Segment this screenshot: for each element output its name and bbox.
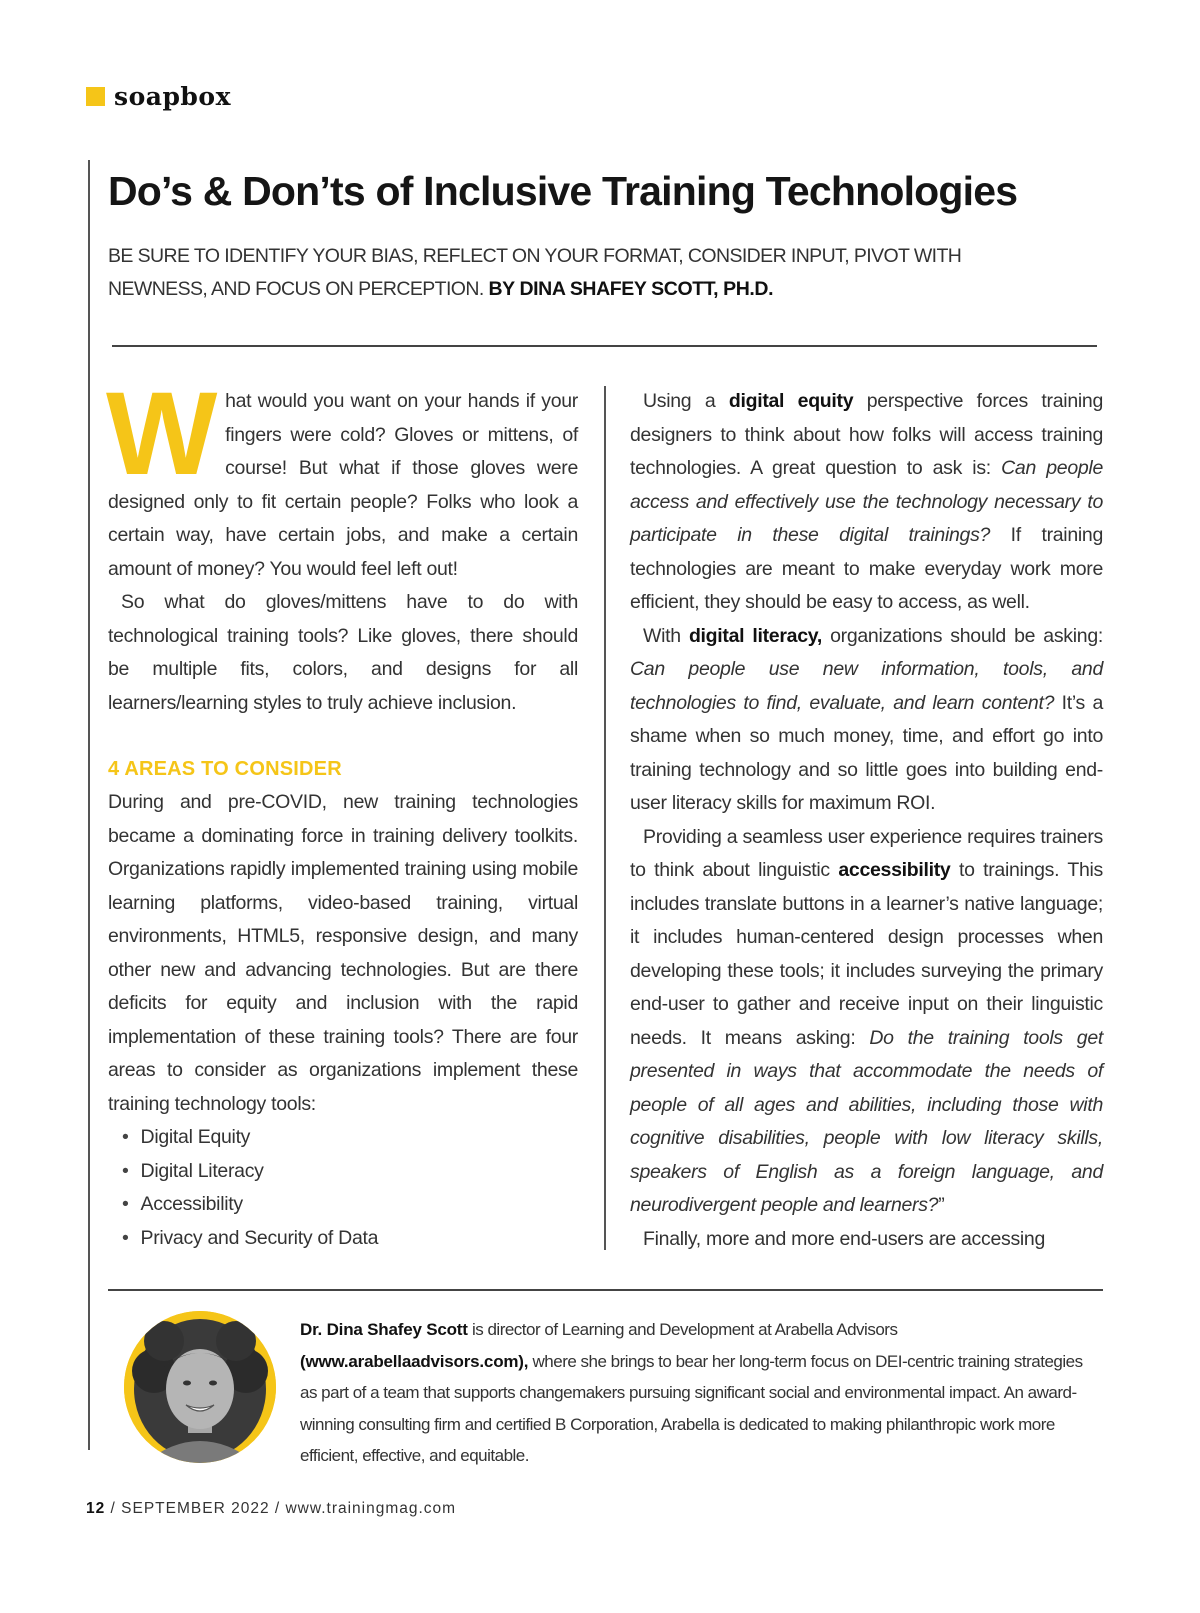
page-number: 12 [86, 1500, 106, 1517]
text-run: to trainings. This includes translate buttons in a learner’s native language; it includes human-centered design processes when developing these tools; it includes surveying the primary end-user to gather and receive input on their linguistic needs. It means asking: [630, 859, 1103, 1049]
page-vertical-rule [88, 160, 90, 1450]
deck-text: BE SURE TO IDENTIFY YOUR BIAS, REFLECT ON YOUR FORMAT, CONSIDER INPUT, PIVOT WITH NEWNESS, AND FOCUS ON PERCEPTION. [108, 245, 962, 300]
article-deck [108, 240, 1038, 306]
question-italic: Do the training tools get presented in ways that accommodate the needs of people of all ages and abilities, including those with cognitive disabilities, people with low literacy skills, speakers of English as a foreign language, and neurodivergent people and learners? [630, 1026, 1103, 1216]
bio-text: where she brings to bear her long-term focus on DEI-centric training strategies as part of a team that supports changemakers pursuing significant social and environmental impact. An award-winning consulting firm and certified B Corporation, Arabella is dedicated to making philanthropic work more efficient, effective, and equitable. [300, 1351, 1083, 1465]
paragraph: Finally, more and more end-users are accessing [643, 1227, 1046, 1250]
intro-paragraph [106, 368, 578, 586]
text-run: Using a [643, 390, 729, 412]
section-tag [86, 82, 231, 111]
paragraph-digital-equity [630, 385, 1103, 620]
text-run: With [643, 624, 689, 647]
author-website-link[interactable]: (www.arabellaadvisors.com), [300, 1351, 529, 1371]
keyword-digital-equity: digital equity [728, 390, 854, 412]
text-run: It’s a shame when so much money, time, and effort go into training technology and so little goes into building end-user literacy skills for maximum ROI. [630, 691, 1103, 814]
list-item: • Digital Equity [122, 1121, 578, 1155]
areas-list [108, 1121, 578, 1255]
left-column [106, 368, 578, 1255]
bio-divider [108, 1289, 1103, 1291]
section-label: soapbox [114, 82, 231, 111]
intro-text: hat would you want on your hands if your fingers were cold? Gloves or mittens, of course! But what if those gloves were designed only to fit certain people? Folks who look a certain way, have certain jobs, and make a certain amount of money? You would feel left out! [108, 390, 578, 580]
paragraph: So what do gloves/mittens have to do with technological training tools? Like gloves, there should be multiple fits, colors, and designs for all learners/learning styles to truly achieve inclusion. [108, 591, 578, 714]
text-run: ” [938, 1194, 945, 1216]
list-item: • Accessibility [122, 1188, 578, 1222]
question-italic: Can people use new information, tools, and technologies to find, evaluate, and learn content? [630, 658, 1103, 714]
section-marker-square [86, 87, 105, 106]
author-portrait-icon [124, 1311, 276, 1463]
subhead: 4 AREAS TO CONSIDER [108, 758, 342, 780]
paragraph: During and pre-COVID, new training technologies became a dominating force in training delivery toolkits. Organizations rapidly implemented training using mobile learning platforms, video-based training, virtual environments, HTML5, responsive design, and many other new and advancing technologies. But are there deficits for equity and inclusion with the rapid implementation of these training tools? There are four areas to consider as organizations implement these training technology tools: [108, 791, 578, 1115]
byline: BY DINA SHAFEY SCOTT, PH.D. [488, 278, 774, 300]
right-column [630, 385, 1103, 1256]
question-italic: Can people access and effectively use the technology necessary to participate in these digital trainings? [630, 457, 1103, 546]
paragraph-digital-literacy [630, 620, 1103, 821]
list-item: • Digital Literacy [122, 1155, 578, 1189]
text-run: If training technologies are meant to make everyday work more efficient, they should be easy to access, as well. [630, 524, 1104, 613]
keyword-accessibility: accessibility [838, 859, 951, 881]
author-name: Dr. Dina Shafey Scott [300, 1320, 468, 1339]
article-headline: Do’s & Don’ts of Inclusive Training Technologies [108, 168, 1018, 214]
drop-cap: W [106, 368, 218, 500]
list-item: • Privacy and Security of Data [122, 1222, 578, 1256]
footer-text: / SEPTEMBER 2022 / www.trainingmag.com [105, 1500, 457, 1517]
author-bio [300, 1314, 1090, 1472]
header-divider [112, 345, 1097, 347]
column-separator [604, 386, 606, 1250]
text-run: perspective forces training designers to think about how folks will access training technologies. A great question to ask is: [630, 390, 1103, 479]
bio-text: is director of Learning and Development at Arabella Advisors [467, 1320, 898, 1339]
keyword-digital-literacy: digital literacy, [688, 624, 822, 647]
page-footer [86, 1500, 456, 1518]
author-photo [124, 1311, 276, 1463]
paragraph-accessibility [630, 821, 1103, 1223]
text-run: organizations should be asking: [821, 624, 1103, 647]
text-run: Providing a seamless user experience requires trainers to think about linguistic [630, 825, 1103, 881]
